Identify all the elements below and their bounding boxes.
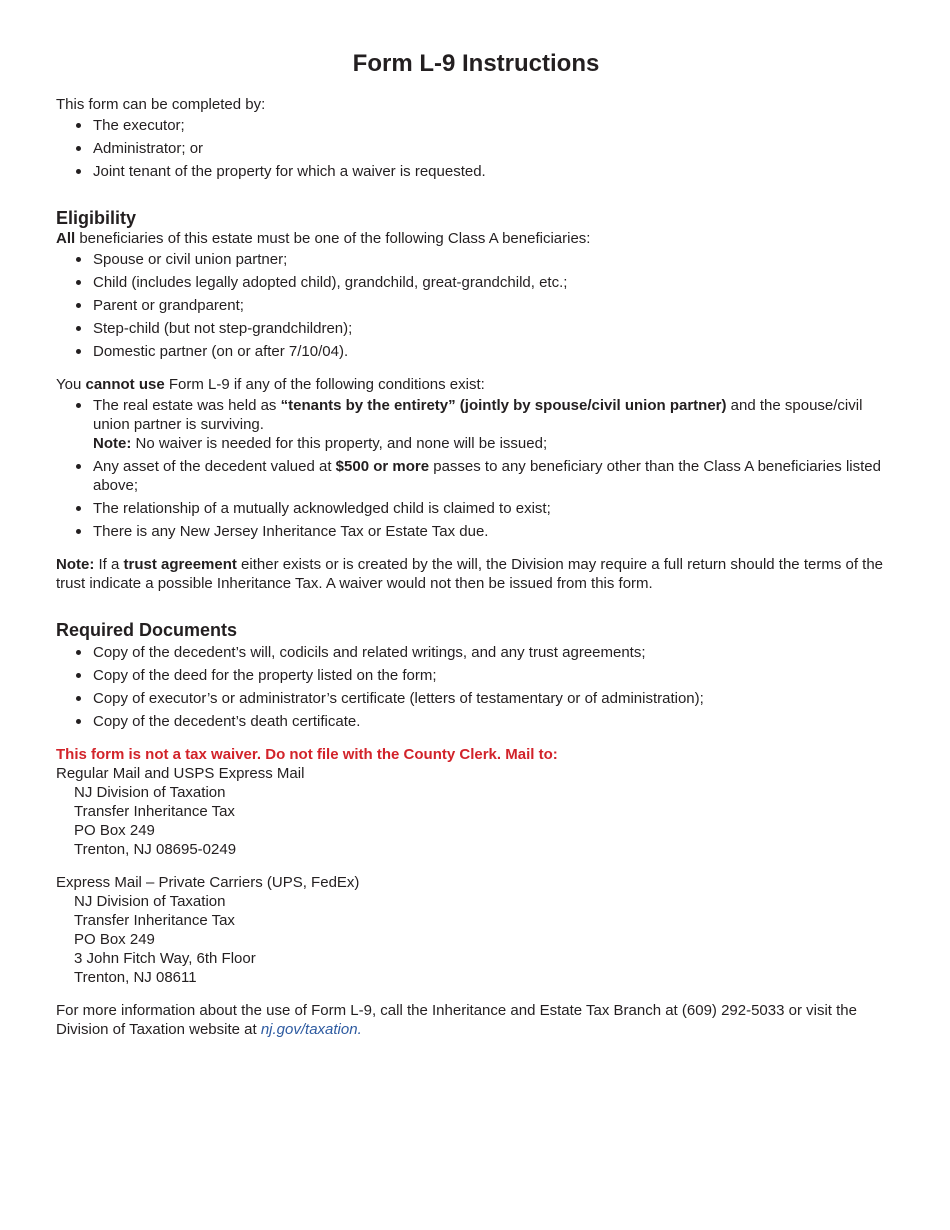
item2-post: passes to any beneficiary other than the Class A beneficiaries listed above; <box>93 458 881 494</box>
express-mail-address <box>56 892 896 987</box>
address-line: PO Box 249 <box>74 931 155 948</box>
address-line: Trenton, NJ 08611 <box>74 969 197 986</box>
cannot-use-bold: cannot use <box>85 376 165 393</box>
item1-pre: The real estate was held as <box>93 397 281 414</box>
page-title: Form L-9 Instructions <box>352 50 600 77</box>
item2-pre: Any asset of the decedent valued at <box>93 458 336 475</box>
cannot-use-section <box>56 375 896 541</box>
address-line: Transfer Inheritance Tax <box>74 803 235 820</box>
mail-warning: This form is not a tax waiver. Do not file with the County Clerk. Mail to: <box>56 746 558 763</box>
cannot-use-lead-post: Form L-9 if any of the following conditions exist: <box>164 376 485 393</box>
eligibility-lead-bold: All <box>56 230 76 247</box>
required-documents-heading: Required Documents <box>56 620 238 640</box>
eligibility-lead-text: beneficiaries of this estate must be one of the following Class A beneficiaries: <box>75 230 591 247</box>
list-item: Parent or grandparent; <box>93 296 896 315</box>
intro-lead: This form can be completed by: <box>56 96 266 113</box>
regular-mail-address <box>56 783 896 859</box>
list-item <box>93 396 896 453</box>
list-item: Child (includes legally adopted child), grandchild, great-grandchild, etc.; <box>93 273 896 292</box>
address-line: Trenton, NJ 08695-0249 <box>74 841 237 858</box>
address-line: PO Box 249 <box>74 822 155 839</box>
trust-note <box>56 555 896 593</box>
eligibility-heading: Eligibility <box>56 208 137 228</box>
intro-section <box>56 95 896 181</box>
list-item: The relationship of a mutually acknowledged child is claimed to exist; <box>93 499 896 518</box>
mail-section <box>56 745 896 987</box>
trust-note-label: Note: <box>56 556 95 573</box>
footer-text: For more information about the use of Form L-9, call the Inheritance and Estate Tax Branch at (609) 292-5033 or visit the Division of Taxation website at <box>56 1002 857 1038</box>
trust-note-bold: trust agreement <box>123 556 237 573</box>
item2-bold: $500 or more <box>335 458 430 475</box>
regular-mail-label: Regular Mail and USPS Express Mail <box>56 765 305 782</box>
list-item: Joint tenant of the property for which a waiver is requested. <box>93 162 896 181</box>
express-mail-label: Express Mail – Private Carriers (UPS, FedEx) <box>56 874 360 891</box>
address-line: NJ Division of Taxation <box>74 784 226 801</box>
list-item: There is any New Jersey Inheritance Tax or Estate Tax due. <box>93 522 896 541</box>
cannot-use-list <box>56 396 896 541</box>
required-documents-list <box>56 643 896 731</box>
list-item: Copy of the decedent’s death certificate. <box>93 712 896 731</box>
list-item: Copy of executor’s or administrator’s certificate (letters of testamentary or of administration); <box>93 689 896 708</box>
item1-note-label: Note: <box>93 435 132 452</box>
list-item: Copy of the decedent’s will, codicils and related writings, and any trust agreements; <box>93 643 896 662</box>
eligibility-list <box>56 250 896 361</box>
taxation-website-link[interactable]: nj.gov/taxation. <box>260 1021 362 1038</box>
list-item <box>93 457 896 495</box>
item1-post: and the spouse/civil union partner is surviving. <box>93 397 863 433</box>
trust-note-post: either exists or is created by the will, the Division may require a full return should the terms of the trust indicate a possible Inheritance Tax. A waiver would not then be issued from this form. <box>56 556 884 592</box>
cannot-use-lead-pre: You <box>56 376 86 393</box>
list-item: Administrator; or <box>93 139 896 158</box>
eligibility-lead <box>56 229 896 248</box>
cannot-use-lead <box>56 375 896 394</box>
list-item: Copy of the deed for the property listed on the form; <box>93 666 896 685</box>
footer-info <box>56 1001 896 1039</box>
eligibility-section <box>56 207 896 361</box>
address-line: NJ Division of Taxation <box>74 893 226 910</box>
list-item: Spouse or civil union partner; <box>93 250 896 269</box>
address-line: 3 John Fitch Way, 6th Floor <box>74 950 256 967</box>
list-item: The executor; <box>93 116 896 135</box>
item1-note-text: No waiver is needed for this property, and none will be issued; <box>131 435 548 452</box>
list-item: Step-child (but not step-grandchildren); <box>93 319 896 338</box>
trust-note-pre: If a <box>94 556 124 573</box>
list-item: Domestic partner (on or after 7/10/04). <box>93 342 896 361</box>
address-line: Transfer Inheritance Tax <box>74 912 235 929</box>
item1-bold: “tenants by the entirety” (jointly by spouse/civil union partner) <box>280 397 727 414</box>
document-page <box>56 48 896 1039</box>
intro-list <box>56 116 896 181</box>
required-documents-section <box>56 619 896 731</box>
